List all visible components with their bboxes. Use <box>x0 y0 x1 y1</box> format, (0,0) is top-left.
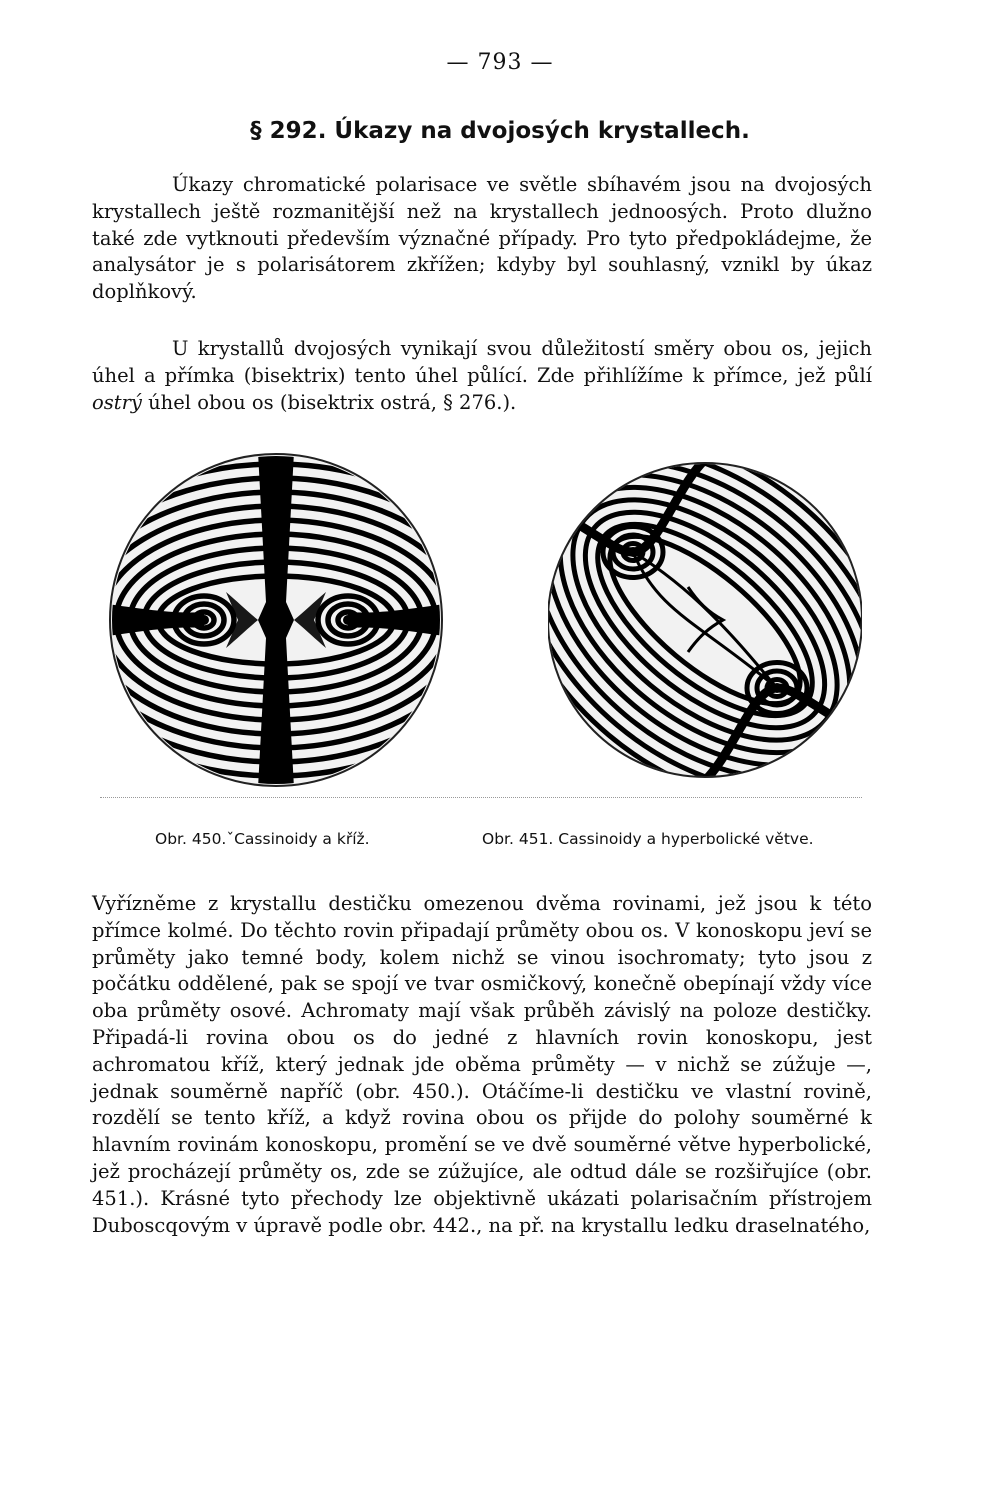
figure-450-cassinoids-cross <box>108 452 444 788</box>
emphasis-ostry: ostrý <box>92 390 142 414</box>
paragraph-2-text-a: U krystallů dvojosých vynikají svou důležitostí směry obou os, jejich úhel a přímka (bisektrix) tento úhel půlící. Zde přihlížíme k přímce, jež půlí <box>92 337 872 387</box>
figure-451-cassinoids-hyperbolas <box>548 452 862 788</box>
paragraph-2-text-b: úhel obou os (bisektrix ostrá, § 276.). <box>141 390 517 414</box>
caption-figure-451: Obr. 451. Cassinoidy a hyperbolické větve. <box>482 830 814 848</box>
scan-border-line <box>100 797 862 798</box>
caption-figure-450: Obr. 450.ˇCassinoidy a kříž. <box>155 830 370 848</box>
section-heading: § 292. Úkazy na dvojosých krystallech. <box>250 118 750 144</box>
paragraph-3: Vyřízněme z krystallu destičku omezenou dvěma rovinami, jež jsou k této přímce kolmé. Do těchto rovin připadají průměty obou os. V konoskopu jeví se průměty jako temné body, kolem nichž se vinou isochromaty; tyto jsou z počátku oddělené, pak se spojí ve tvar osmičkový, konečně obepínají vždy více oba průměty osové. Achromaty mají však průběh závislý na poloze destičky. Připadá-li rovina obou os do jedné z hlavních rovin konoskopu, jest achromatou kříž, který jednak jde oběma průměty — v nichž se zúžuje —, jednak souměrně napříč (obr. 450.). Otáčíme-li destičku ve vlastní rovině, rozdělí se tento kříž, a když rovina obou os přijde do polohy souměrné k hlavním rovinám konoskopu, promění se ve dvě souměrné větve hyperbolické, jež procházejí průměty os, zde se zúžujíce, ale odtud dále se rozšiřujíce (obr. 451.). Krásné tyto přechody lze objektivně ukázati polarisačním přístrojem Duboscqovým v úpravě podle obr. 442., na př. na krystallu ledku draselnatého, <box>92 892 872 1237</box>
page-number: — 793 — <box>446 50 554 75</box>
paragraph-1: Úkazy chromatické polarisace ve světle sbíhavém jsou na dvojosých krystallech ještě rozmanitější než na krystallech jednoosých. Proto dlužno také zde vytknouti především význačné případy. Pro tyto předpokládejme, že analysátor je s polarisátorem zkřížen; kdyby byl souhlasný, vznikl by úkaz doplňkový. <box>92 173 872 304</box>
paragraph-2 <box>92 336 872 416</box>
